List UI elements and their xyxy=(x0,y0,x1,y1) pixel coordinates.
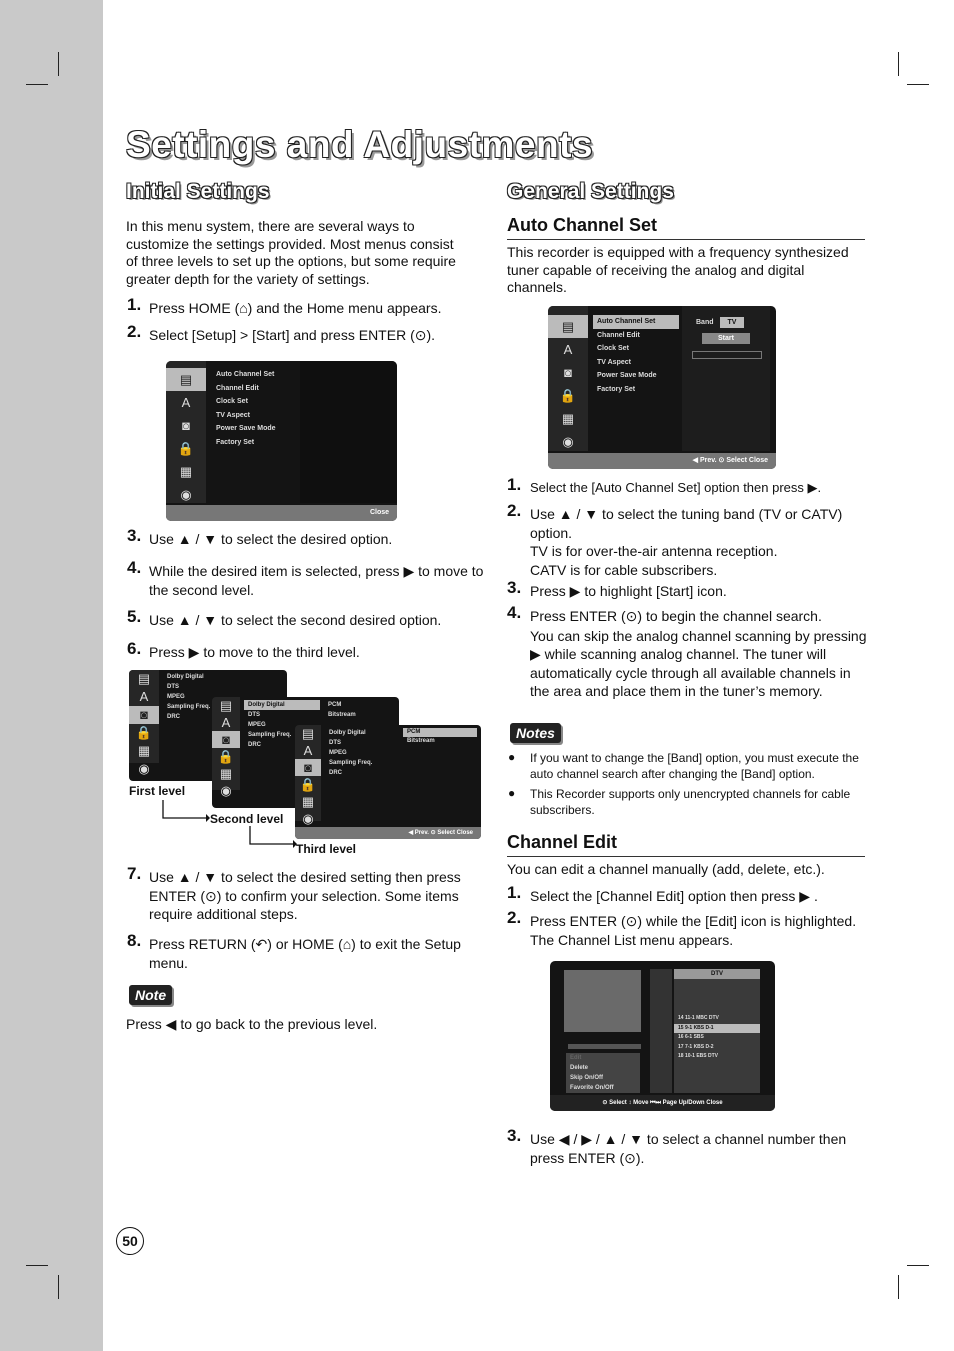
menu-item: TV Aspect xyxy=(216,411,250,419)
menu-item: Favorite On/Off xyxy=(566,1083,640,1093)
icon-column xyxy=(548,306,588,451)
start-button[interactable]: Start xyxy=(702,333,750,344)
disc-icon: ▤ xyxy=(219,698,233,713)
channel-row[interactable]: 14 11-1 MBC DTV xyxy=(678,1015,719,1021)
menu-item: Clock Set xyxy=(597,345,629,353)
dvd-icon: ◉ xyxy=(138,761,150,776)
menu-item: MPEG xyxy=(248,722,266,728)
icon-column xyxy=(212,697,240,798)
menu-item: Factory Set xyxy=(597,385,636,393)
option-menu xyxy=(403,728,477,746)
menu-item: MPEG xyxy=(329,750,347,756)
language-icon: A xyxy=(303,743,313,758)
auto-channel-intro: This recorder is equipped with a frequency synthesized tuner capable of receiving the analog and digital channels. xyxy=(507,244,849,295)
step-text: Press HOME (⌂) and the Home menu appears. xyxy=(149,300,442,316)
channel-edit-intro: You can edit a channel manually (add, delete, etc.). xyxy=(507,861,825,877)
menu-item: DTS xyxy=(329,740,341,746)
audio-icon: ◙ xyxy=(295,759,321,776)
menu-item: Sampling Freq. xyxy=(329,760,373,766)
step-text: Use ◀ / ▶ / ▲ / ▼ to select a channel number then press ENTER (⊙). xyxy=(530,1131,847,1166)
recording-icon: ▦ xyxy=(561,411,575,426)
page-title: Settings and Adjustments xyxy=(126,124,594,165)
menu-item: PCM xyxy=(328,702,342,708)
menu-item: DTS xyxy=(248,712,260,718)
initial-settings-heading: Initial Settings xyxy=(126,180,270,203)
menu-item: Edit xyxy=(566,1053,640,1063)
note-text: Press ◀ to go back to the previous level. xyxy=(126,1016,378,1032)
recording-icon: ▦ xyxy=(219,766,233,781)
disc-icon: ▤ xyxy=(166,368,206,391)
channel-row[interactable]: 16 6-1 SBS xyxy=(678,1034,704,1040)
initial-intro: In this menu system, there are several ways to customize the settings provided. Most menus consist of three levels to set up the options, but some require greater depth for the variety of settings. xyxy=(126,218,456,287)
analog-column xyxy=(650,969,672,1093)
auto-step-2: 2. Use ▲ / ▼ to select the tuning band (TV or CATV) option. TV is for over-the-air antenna reception. CATV is for cable subscribers. xyxy=(507,501,843,578)
crop-mark xyxy=(907,84,929,85)
step-text: Press ▶ to move to the third level. xyxy=(149,644,360,660)
initial-step-4: 4. While the desired item is selected, press ▶ to move to the second level. xyxy=(127,558,484,598)
general-settings-heading: General Settings xyxy=(507,180,674,203)
menu-footer: ⊙ Select ↕ Move ⏮⏭ Page Up/Down Close xyxy=(550,1095,775,1111)
initial-step-6: 6. Press ▶ to move to the third level. xyxy=(127,639,360,660)
band-label: Band xyxy=(696,319,714,326)
step-text: Select [Setup] > [Start] and press ENTER (⊙). xyxy=(149,327,436,343)
first-level-label: First level xyxy=(129,784,186,798)
crop-mark xyxy=(907,1265,929,1266)
menu-item: Factory Set xyxy=(216,438,255,446)
recording-icon: ▦ xyxy=(179,464,193,479)
edit-step-1: 1. Select the [Channel Edit] option then press ▶ . xyxy=(507,883,818,904)
step-text: Press ENTER (⊙) to begin the channel search. xyxy=(530,608,822,624)
step-text: Use ▲ / ▼ to select the tuning band (TV or CATV) option. xyxy=(530,506,843,541)
lock-icon: 🔒 xyxy=(299,777,317,792)
disc-icon: ▤ xyxy=(548,315,588,338)
menu-item: Clock Set xyxy=(216,398,248,406)
language-icon: A xyxy=(181,395,191,410)
edit-step-2: 2. Press ENTER (⊙) while the [Edit] icon is highlighted. The Channel List menu appears. xyxy=(507,908,857,948)
third-level-screenshot xyxy=(295,725,481,839)
language-icon: A xyxy=(139,689,149,704)
icon-column xyxy=(295,725,321,826)
recording-icon: ▦ xyxy=(301,794,315,809)
crop-mark xyxy=(58,1275,59,1299)
channel-edit-heading: Channel Edit xyxy=(507,832,865,857)
progress-bar xyxy=(692,351,762,359)
step-text: Press ENTER (⊙) while the [Edit] icon is highlighted. The Channel List menu appears. xyxy=(530,913,857,948)
step-text: Use ▲ / ▼ to select the desired option. xyxy=(149,531,393,547)
tv-preview xyxy=(564,970,641,1032)
tv-description: TV is for over-the-air antenna reception. xyxy=(530,543,778,559)
step-text: While the desired item is selected, press ▶ to move to the second level. xyxy=(149,563,484,598)
note-text: If you want to change the [Band] option, you must execute the auto channel search after changing the [Band] option. xyxy=(530,751,859,781)
menu-item: Sampling Freq. xyxy=(167,704,211,710)
menu-background xyxy=(300,361,397,503)
dvd-icon: ◉ xyxy=(302,811,314,826)
menu-footer: ◀ Prev. ⊙ Select Close xyxy=(548,453,776,469)
audio-icon: ◙ xyxy=(182,418,190,433)
auto-channel-heading: Auto Channel Set xyxy=(507,215,865,240)
crop-mark xyxy=(26,1265,48,1266)
menu-item: Dolby Digital xyxy=(167,674,204,680)
audio-icon: ◙ xyxy=(129,706,159,724)
setup-menu-screenshot xyxy=(166,361,397,521)
menu-item: Skip On/Off xyxy=(566,1073,640,1083)
audio-menu xyxy=(325,728,399,778)
dvd-icon: ◉ xyxy=(220,783,232,798)
step-text: Use ▲ / ▼ to select the second desired option. xyxy=(149,612,442,628)
icon-column xyxy=(129,670,159,776)
step-text: Press RETURN (↶) or HOME (⌂) to exit the Setup menu. xyxy=(149,936,461,971)
crop-mark xyxy=(898,52,899,76)
step-text: Select the [Channel Edit] option then press ▶ . xyxy=(530,888,818,904)
option-menu xyxy=(324,700,384,720)
first-level-arrow xyxy=(160,800,210,822)
menu-item: MPEG xyxy=(167,694,185,700)
menu-item: DRC xyxy=(167,714,180,720)
audio-icon: ◙ xyxy=(564,365,572,380)
menu-footer: Close xyxy=(166,505,397,521)
setup-menu-list xyxy=(212,368,298,450)
menu-item: Bitstream xyxy=(407,738,435,744)
dvd-icon: ◉ xyxy=(180,487,192,502)
auto-step-1: 1. Select the [Auto Channel Set] option then press ▶. xyxy=(507,475,822,495)
signal-bar xyxy=(568,1044,641,1049)
second-level-arrow xyxy=(247,826,297,848)
edit-menu xyxy=(566,1053,640,1093)
note-text: This Recorder supports only unencrypted channels for cable subscribers. xyxy=(530,787,851,817)
crop-mark xyxy=(58,52,59,76)
menu-item: TV Aspect xyxy=(597,358,631,366)
menu-item: Channel Edit xyxy=(216,384,259,392)
note-badge: Note xyxy=(129,985,172,1005)
third-level-label: Third level xyxy=(296,842,357,856)
catv-description: CATV is for cable subscribers. xyxy=(530,561,718,578)
lock-icon: 🔒 xyxy=(177,441,195,456)
setup-menu-list xyxy=(593,315,679,397)
menu-item: DRC xyxy=(329,770,342,776)
auto-step-3: 3. Press ▶ to highlight [Start] icon. xyxy=(507,578,727,599)
menu-item: Sampling Freq. xyxy=(248,732,292,738)
auto-channel-screenshot xyxy=(548,306,776,469)
menu-item: Auto Channel Set xyxy=(593,315,679,329)
menu-item: PCM xyxy=(403,728,477,737)
menu-item: DTS xyxy=(167,684,179,690)
page-side-bar xyxy=(0,0,103,1351)
initial-step-2: 2. Select [Setup] > [Start] and press ENTER (⊙). xyxy=(127,322,436,343)
channel-list-screenshot xyxy=(550,961,775,1111)
channel-row[interactable]: 18 10-1 EBS DTV xyxy=(678,1053,719,1059)
menu-item: Dolby Digital xyxy=(244,700,320,710)
notes-badge: Notes xyxy=(510,723,561,743)
channel-row[interactable]: 17 7-1 KBS D-2 xyxy=(678,1043,714,1050)
recording-icon: ▦ xyxy=(137,743,151,758)
language-icon: A xyxy=(563,342,573,357)
menu-item: Channel Edit xyxy=(597,331,640,339)
channel-rows xyxy=(674,1014,760,1062)
disc-icon: ▤ xyxy=(301,726,315,741)
crop-mark xyxy=(898,1275,899,1299)
audio-icon: ◙ xyxy=(212,731,240,748)
page-number: 50 xyxy=(116,1227,144,1255)
lock-icon: 🔒 xyxy=(135,725,153,740)
edit-step-3: 3. Use ◀ / ▶ / ▲ / ▼ to select a channel number then press ENTER (⊙). xyxy=(507,1126,847,1166)
menu-item: Bitstream xyxy=(328,712,356,718)
menu-item: DRC xyxy=(248,742,261,748)
dvd-icon: ◉ xyxy=(562,434,574,449)
channel-row[interactable]: 15 9-1 KBS D-1 xyxy=(674,1024,760,1034)
note-item: ● If you want to change the [Band] option, you must execute the auto channel search after changing the [Band] option. xyxy=(508,750,859,781)
initial-step-8: 8. Press RETURN (↶) or HOME (⌂) to exit the Setup menu. xyxy=(127,931,461,971)
initial-step-5: 5. Use ▲ / ▼ to select the second desired option. xyxy=(127,607,442,628)
note-item: ● This Recorder supports only unencrypted channels for cable subscribers. xyxy=(508,786,851,817)
step-text: Press ▶ to highlight [Start] icon. xyxy=(530,583,727,599)
band-panel xyxy=(682,306,770,451)
menu-item: Power Save Mode xyxy=(597,372,657,380)
lock-icon: 🔒 xyxy=(217,749,235,764)
menu-item: Power Save Mode xyxy=(216,425,276,433)
menu-footer: ◀ Prev. ⊙ Select Close xyxy=(295,827,481,839)
channel-table xyxy=(674,969,760,1093)
band-value[interactable]: TV xyxy=(720,317,744,328)
second-level-label: Second level xyxy=(210,812,284,826)
initial-step-7: 7. Use ▲ / ▼ to select the desired setting then press ENTER (⊙) to confirm your selection. Some items require additional steps. xyxy=(127,864,461,922)
auto-step-4: 4. Press ENTER (⊙) to begin the channel search. You can skip the analog channel scanning by pressing ▶ while scanning analog channel. The tuner will automatically cycle through all available channels in the area and place them in the tuner’s memory. xyxy=(507,603,867,699)
menu-item: Auto Channel Set xyxy=(216,371,275,378)
menu-item: Delete xyxy=(566,1063,640,1073)
step-text: Select the [Auto Channel Set] option then press ▶. xyxy=(530,480,822,495)
crop-mark xyxy=(26,84,48,85)
language-icon: A xyxy=(221,715,231,730)
menu-item: Dolby Digital xyxy=(329,730,366,736)
step-detail: You can skip the analog channel scanning by pressing ▶ while scanning analog channel. The tuner will automatically cycle through all available channels in the area and place them in the tuner’s memory. xyxy=(530,627,867,699)
initial-step-1: 1. Press HOME (⌂) and the Home menu appears. xyxy=(127,295,442,316)
disc-icon: ▤ xyxy=(137,671,151,686)
step-text: Use ▲ / ▼ to select the desired setting then press ENTER (⊙) to confirm your selection. Some items require additional steps. xyxy=(149,869,461,922)
dtv-tab[interactable]: DTV xyxy=(674,969,760,979)
initial-step-3: 3. Use ▲ / ▼ to select the desired option. xyxy=(127,526,393,547)
lock-icon: 🔒 xyxy=(559,388,577,403)
setup-icon-column xyxy=(166,361,206,503)
